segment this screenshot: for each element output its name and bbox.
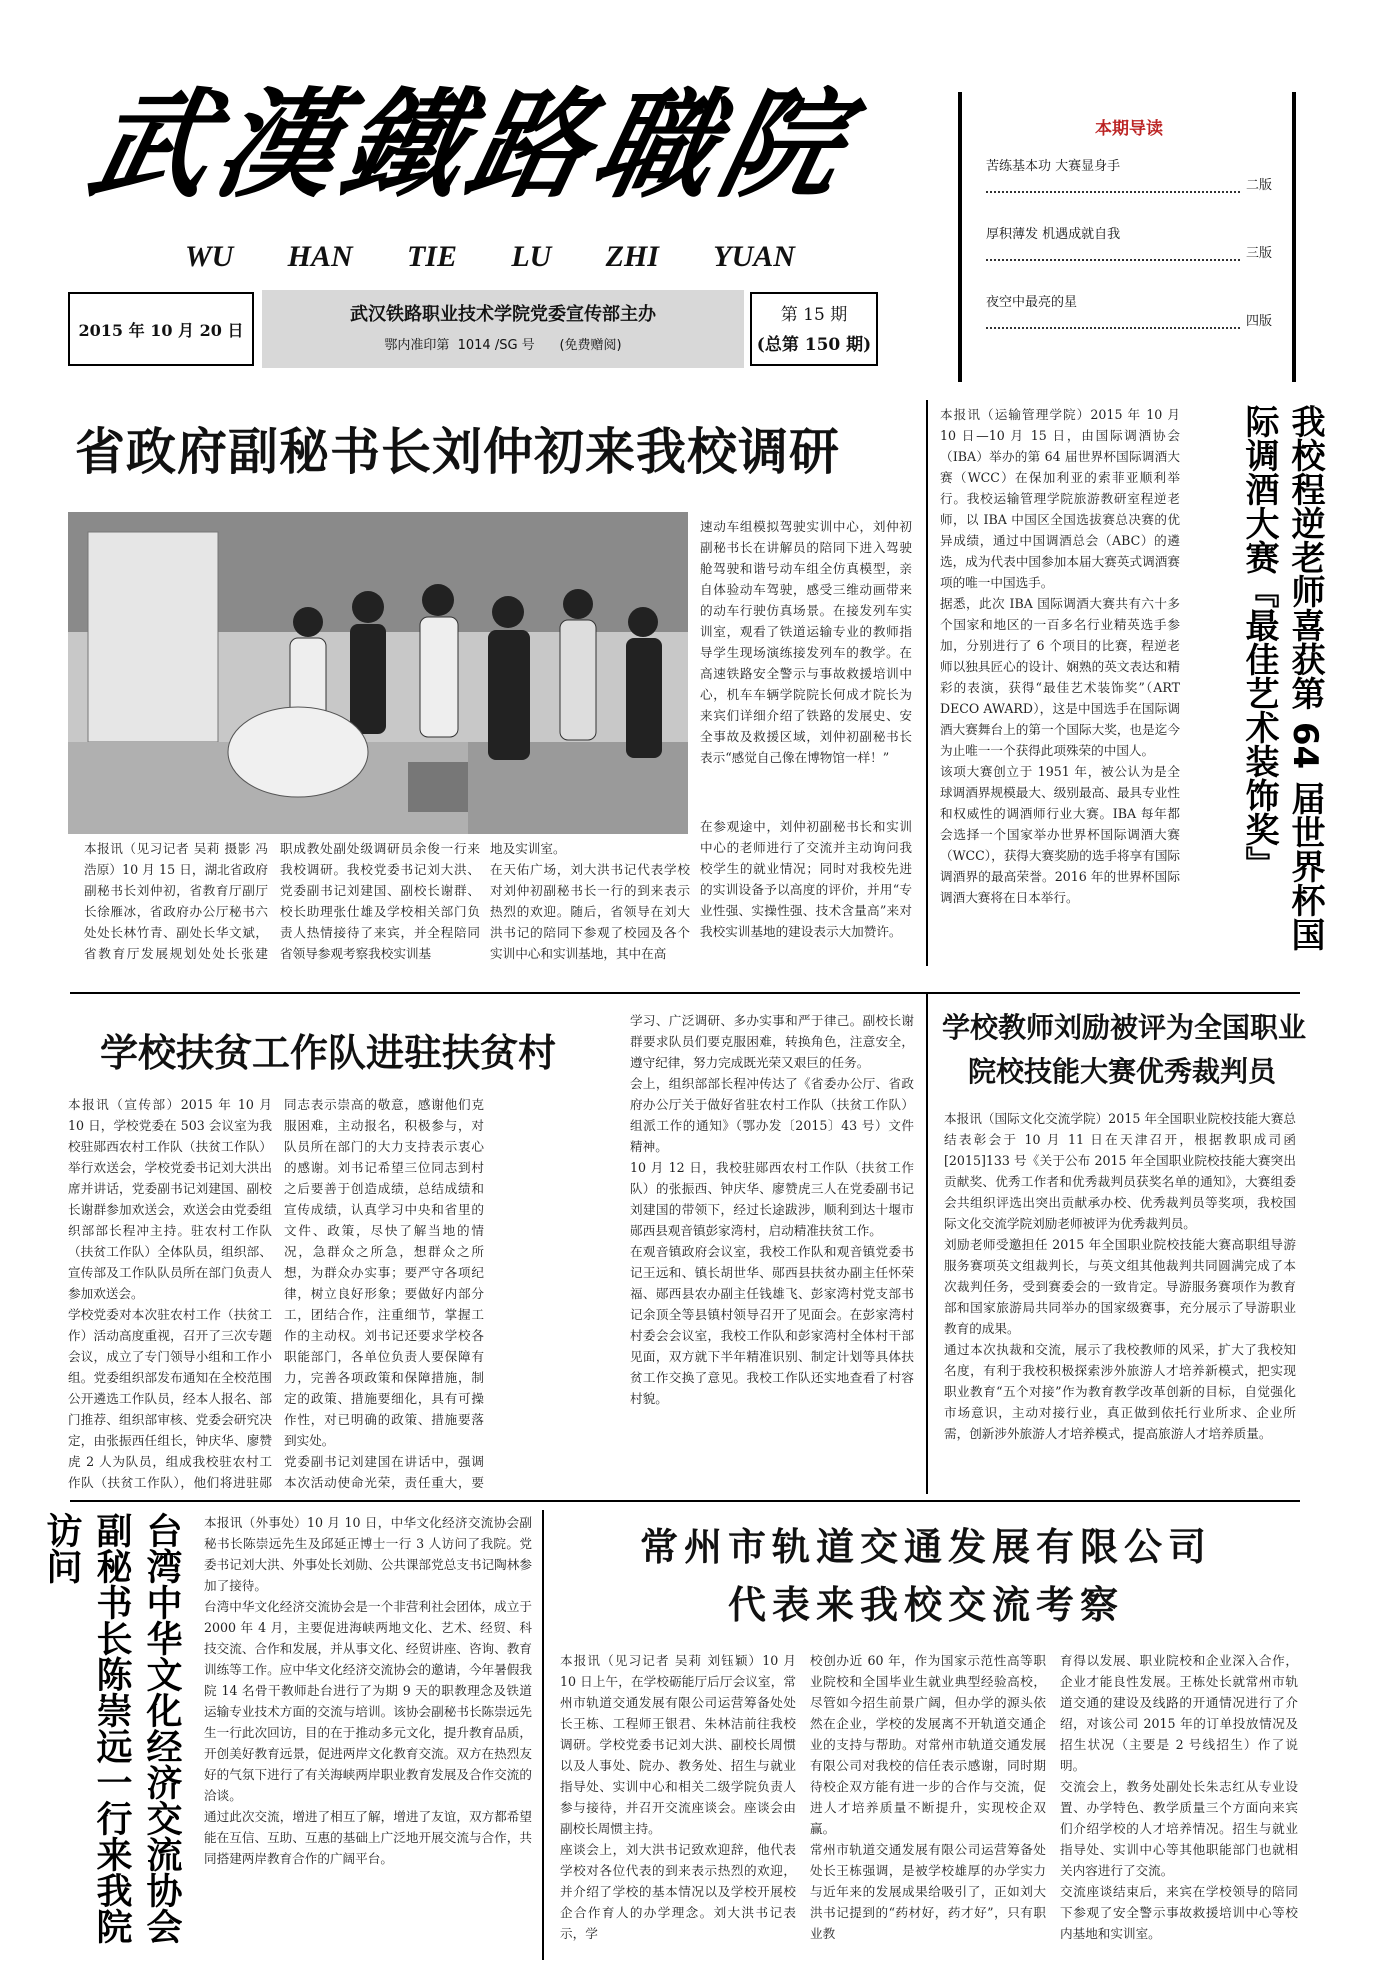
column-divider [926, 400, 928, 966]
guide-item-page: 四版 [1245, 314, 1272, 329]
guide-item[interactable] [986, 155, 1272, 193]
issue-date: 2015 年 10 月 20 日 [68, 292, 254, 366]
column-divider [926, 994, 928, 1494]
article1-col4: 在参观途中，刘仲初副秘书长和实训中心的老师进行了交流并主动询问我校学生的就业情况；同时对我校先进的实训设备予以高度的评价，并用“专业性强、实操性强、技术含量高”来对我校实训基地的建设表示大加赞许。 [700, 819, 912, 939]
issue-number: 第 15 期 [780, 305, 848, 325]
article6-headline [556, 1518, 1296, 1634]
article6-col3: 育得以发展、职业院校和企业深入合作，企业才能良性发展。王栋处长就常州市轨道交通的建设及线路的开通情况进行了介绍，对该公司 2015 年的订单投放情况及招生状况（主要是 2 号线招生）作了说明。 交流会上，教务处副处长朱志红从专业设置、办学特色、教学质量三个方面向来宾们介绍学校的人才培养情况。招生与就业指导处、实训中心等其他职能部门也就相关内容进行了交流。 交流座谈结束后，来宾在学校领导的陪同下参观了安全警示事故救援培训中心等校内基地和实训室。 [1060, 1653, 1298, 1941]
masthead [78, 50, 875, 214]
article1-col1: 本报讯（见习记者 吴莉 摄影 冯浩原）10 月 15 日，湖北省政府副秘书长刘仲初，省教育厅副厅长徐雁冰，省政府办公厅秘书六处处长林竹青、副处长华文斌，省教育厅发展规划处处长张建 [84, 841, 268, 961]
article6-col1: 本报讯（见习记者 吴莉 刘钰颖）10 月 10 日上午，在学校砺能厅后厅会议室，常州市轨道交通发展有限公司运营筹备处处长王栋、工程师王银君、朱林洁前往我校调研。学校党委书记刘大洪、副校长周惯以及人事处、院办、教务处、招生与就业指导处、实训中心和相关二级学院负责人参与接待，并召开交流座谈会。座谈会由副校长周惯主持。 座谈会上，刘大洪书记致欢迎辞，他代表学校对各位代表的到来表示热烈的欢迎，并介绍了学校的基本情况以及学校开展校企合作育人的办学理念。刘大洪书记表示，学 [560, 1653, 796, 1941]
guide-item[interactable] [986, 291, 1272, 329]
pinyin-word: LU [511, 240, 552, 273]
guide-item-page: 二版 [1245, 178, 1272, 193]
issue-guide [958, 92, 1296, 382]
masthead-title: 武漢鐵路職院 [78, 75, 864, 214]
article6-headline-line: 代表来我校交流考察 [727, 1582, 1124, 1627]
pinyin-word: WU [185, 240, 234, 273]
article4-body: 本报讯（国际文化交流学院）2015 年全国职业院校技能大赛总结表彰会于 10 月 11 日在天津召开，根据教职成司函[2015]133 号《关于公布 2015 年全国职业院校技能大赛突出贡献奖、优秀工作者和优秀裁判员获奖名单的通知》，大赛组委会共组织评选出突出贡献承办校、优秀裁判员等奖项，我校国际文化交流学院刘励老师被评为优秀裁判员。 刘励老师受邀担任 2015 年全国职业院校技能大赛高职组导游服务赛项英文组裁判长，与英文组其他裁判共同圆满完成了本次裁判任务，受到赛委会的一致肯定。导游服务赛项作为教育部和国家旅游局共同举办的国家级赛事，充分展示了导游职业教育的成果。 通过本次执裁和交流，展示了我校教师的风采，扩大了我校知名度，有利于我校积极探索涉外旅游人才培养新模式，把实现职业教育“五个对接”作为教育教学改革创新的目标，自觉强化市场意识，主动对接行业，真正做到依托行业所求、企业所需，创新涉外旅游人才培养模式，提高旅游人才培养质量。 [944, 1111, 1296, 1441]
article3-headline: 学校扶贫工作队进驻扶贫村 [100, 1031, 557, 1075]
guide-item-title: 厚积薄发 机遇成就自我 [986, 227, 1121, 242]
article5-body: 本报讯（外事处）10 月 10 日，中华文化经济交流协会副秘书长陈崇远先生及邱延正博士一行 3 人访问了我院。党委书记刘大洪、外事处长刘勋、公共课部党总支书记陶林参加了接待。 台湾中华文化经济交流协会是一个非营利社会团体，成立于 2000 年 4 月，主要促进海峡两地文化、艺术、经贸、科技交流、合作和发展，并从事文化、经贸讲座、咨询、教育训练等工作。应中华文化经济交流协会的邀请，今年暑假我院 14 名骨干教师赴台进行了为期 9 天的职教理念及铁道运输专业技术方面的交流与培训。该协会副秘书长陈崇远先生一行此次回访，目的在于推动多元文化，提升教育品质，开创美好教育远景，促进两岸文化教育交流。双方在热烈友好的气氛下进行了有关海峡两岸职业教育发展及合作交流的洽谈。 通过此次交流，增进了相互了解，增进了友谊，双方都希望能在互信、互助、互惠的基础上广泛地开展交流与合作，共同搭建两岸教育合作的广阔平台。 [204, 1515, 532, 1866]
guide-title: 本期导读 [1095, 119, 1163, 139]
article1-headline: 省政府副秘书长刘仲初来我校调研 [75, 423, 840, 481]
pinyin-word: TIE [406, 240, 457, 273]
article2-headline: 我校程逆老师喜获第 64 届世界杯国际调酒大赛『最佳艺术装饰奖』 [1239, 404, 1325, 951]
article3-col2: 同志表示崇高的敬意，感谢他们克服困难，主动报名，积极参与，对队员所在部门的大力支持表示衷心的感谢。刘书记希望三位同志到村之后要善于创造成绩，总结成绩和宣传成绩，认真学习中央和省里的文件、政策，尽快了解当地的情况，急群众之所急，想群众之所想，为群众办实事；要严守各项纪律，树立良好形象；要做好内部分工，团结合作，注重细节，掌握工作的主动权。刘书记还要求学校各职能部门，各单位负责人要保障有力，完善各项政策和保障措施，制定的政策、措施要细化，具有可操作性，对已明确的政策、措施要落到实处。 党委副书记刘建国在讲话中，强调本次活动使命光荣，责任重大，要 [284, 1097, 484, 1490]
section-rule [70, 1500, 1300, 1502]
pinyin-word: YUAN [713, 240, 795, 273]
guide-item-title: 夜空中最亮的星 [986, 295, 1078, 310]
article6-col2: 校创办近 60 年，作为国家示范性高等职业院校和全国毕业生就业典型经验高校，尽管如今招生前景广阔，但办学的源头依然在企业，学校的发展离不开轨道交通企业的支持与帮助。对常州市轨道交通发展有限公司对我校的信任表示感谢，同时期待校企双方能有进一步的合作与交流，促进人才培养质量不断提升，实现校企双赢。 常州市轨道交通发展有限公司运营筹备处处长王栋强调，是被学校雄厚的办学实力与近年来的发展成果给吸引了，正如刘大洪书记提到的“药材好，药才好”，只有职业教 [810, 1653, 1046, 1941]
article2-body: 本报讯（运输管理学院）2015 年 10 月 10 日—10 月 15 日，由国际调酒协会（IBA）举办的第 64 届世界杯国际调酒大赛（WCC）在保加利亚的索菲亚顺利举行。我校运输管理学院旅游教研室程逆老师，以 IBA 中国区全国选拔赛总决赛的优异成绩，通过中国调酒总会（ABC）的遴选，成为代表中国参加本届大赛英式调酒赛项的唯一中国选手。 据悉，此次 IBA 国际调酒大赛共有六十多个国家和地区的一百多名行业精英选手参加，分别进行了 6 个项目的比赛，程逆老师以独具匠心的设计、娴熟的英文表达和精彩的表演，获得“最佳艺术装饰奖”（ART DECO AWARD），这是中国选手在国际调酒大赛舞台上的第一个国际大奖，也是迄今为止唯一一个获得此项殊荣的中国人。 该项大赛创立于 1951 年，被公认为是全球调酒界规模最大、级别最高、最具专业性和权威性的调酒师行业大赛。IBA 每年都会选择一个国家举办世界杯国际调酒大赛（WCC），获得大赛奖励的选手将享有国际调酒界的最高荣誉。2016 年的世界杯国际调酒大赛将在日本举行。 [940, 407, 1180, 905]
masthead-pinyin [185, 240, 795, 274]
article6-headline-line: 常州市轨道交通发展有限公司 [639, 1524, 1212, 1569]
article3-col1: 本报讯（宣传部）2015 年 10 月 10 日，学校党委在 503 会议室为我校驻郧西农村工作队（扶贫工作队）举行欢送会，学校党委书记刘大洪出席并讲话，党委副书记刘建国、副校长谢群参加欢送会，欢送会由党委组织部部长程冲主持。驻农村工作队（扶贫工作队）全体队员，组织部、宣传部及工作队队员所在部门负责人参加欢送会。 学校党委对本次驻农村工作（扶贫工作）活动高度重视，召开了三次专题会议，成立了专门领导小组和工作小组。党委组织部发布通知在全校范围公开遴选工作队员，经本人报名、部门推荐、组织部审核、党委会研究决定，由张振西任组长，钟庆华、廖赞虎 2 人为队员，组成我校驻农村工作队（扶贫工作队），他们将进驻郧 [68, 1097, 272, 1490]
permit-text: 鄂内准印第 1014 /SG 号 (免费赠阅) [384, 338, 622, 353]
section-rule [70, 992, 1300, 994]
article1-text-right: 速动车组模拟驾驶实训中心，刘仲初副秘书长在讲解员的陪同下进入驾驶舱驾驶和谐号动车组全仿真模型，亲自体验动车驾驶，感受三维动画带来的动车行驶仿真场景。在接发列车实训室，观看了铁道运输专业的教师指导学生现场演练接发列车的教学。在高速铁路安全警示与事故救援培训中心，机车车辆学院院长何成才院长为来宾们详细介绍了铁路的发展史、安全事故及救援区域，刘仲初副秘书长表示“感觉自己像在博物馆一样！” [700, 519, 912, 765]
article3-col3: 学习、广泛调研、多办实事和严于律己。副校长谢群要求队员们要克服困难，转换角色，注意安全，遵守纪律，努力完成既光荣又艰巨的任务。 会上，组织部部长程冲传达了《省委办公厅、省政府办公厅关于做好省驻农村工作队（扶贫工作队）组派工作的通知》（鄂办发〔2015〕43 号）文件精神。 10 月 12 日，我校驻郧西农村工作队（扶贫工作队）的张振西、钟庆华、廖赞虎三人在党委副书记刘建国的带领下，经过长途跋涉，顺利到达十堰市郧西县观音镇彭家湾村，启动精准扶贫工作。 在观音镇政府会议室，我校工作队和观音镇党委书记王远和、镇长胡世华、郧西县扶贫办副主任怀荣福、郧西县农办副主任钱雄飞、彭家湾村党支部书记余顶全等县镇村领导召开了见面会。在彭家湾村村委会会议室，我校工作队和彭家湾村全体村干部见面，双方就下半年精准识别、制定计划等具体扶贫工作交换了意见。我校工作队还实地查看了村容村貌。 [630, 1013, 914, 1406]
photo-graphic [68, 512, 688, 834]
guide-item-title: 苦练基本功 大赛显身手 [986, 159, 1121, 174]
guide-item[interactable] [986, 223, 1272, 261]
article1-photo [68, 512, 688, 834]
pinyin-word: HAN [287, 240, 353, 273]
column-divider [542, 1510, 544, 1960]
article4-headline-line: 院校技能大赛优秀裁判员 [967, 1055, 1276, 1088]
article1-col2: 职成教处副处级调研员余俊一行来我校调研。我校党委书记刘大洪、党委副书记刘建国、副校长谢群、校长助理张仕雄及学校相关部门负责人热情接待了来宾，并全程陪同省领导参观考察我校实训基 [280, 841, 480, 961]
pinyin-word: ZHI [605, 240, 659, 273]
article1-col3: 地及实训室。 在天佑广场，刘大洪书记代表学校对刘仲初副秘书长一行的到来表示热烈的欢迎。随后，省领导在刘大洪书记的陪同下参观了校园及各个实训中心和实训基地，其中在高 [490, 841, 690, 961]
article4-headline-line: 学校教师刘励被评为全国职业 [942, 1011, 1307, 1044]
article4-headline [942, 1006, 1307, 1094]
total-number: (总第 150 期) [756, 335, 872, 355]
sponsor-text: 武汉铁路职业技术学院党委宣传部主办 [350, 304, 656, 325]
guide-item-page: 三版 [1245, 246, 1272, 261]
sponsor-bar [262, 290, 744, 368]
issue-number-box [750, 292, 878, 366]
article5-headline: 台湾中华文化经济交流协会副秘书长陈崇远一行来我院访问 [41, 1512, 182, 1944]
